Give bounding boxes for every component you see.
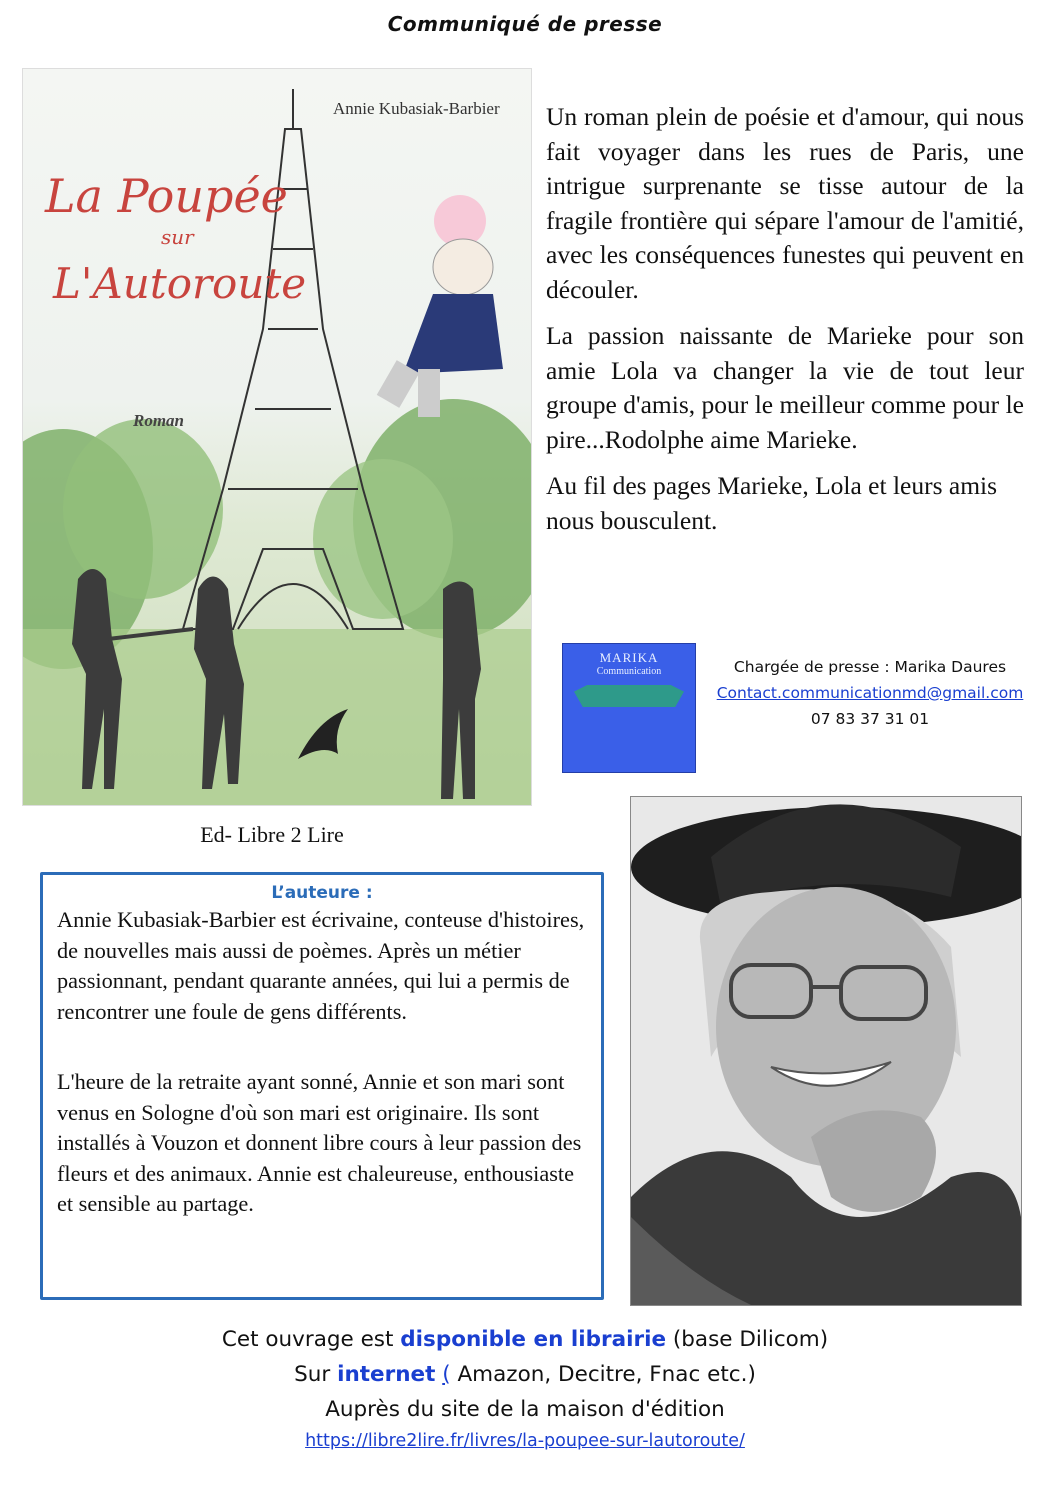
- doll-icon: [377, 195, 503, 417]
- contact-label: Chargée de presse : Marika Daures: [733, 658, 1007, 676]
- availability-highlight: disponible en librairie: [400, 1327, 667, 1352]
- contact-email-link[interactable]: Contact.communicationmd@gmail.com: [716, 684, 1024, 702]
- agency-name: MARIKA: [599, 650, 659, 665]
- publisher-caption: Ed- Libre 2 Lire: [200, 822, 344, 847]
- book-cover: [22, 68, 532, 806]
- availability-text: Cet ouvrage est: [221, 1327, 401, 1352]
- author-box: [40, 872, 604, 1300]
- press-contact: [700, 654, 1040, 732]
- availability-paren-link[interactable]: (: [442, 1362, 451, 1387]
- cover-genre: Roman: [133, 411, 185, 430]
- availability-text: (base Dilicom): [666, 1327, 829, 1352]
- availability-line-3: Auprès du site de la maison d'édition: [325, 1397, 725, 1422]
- cover-title-line1: La Poupée: [45, 169, 288, 223]
- cover-title-line3: L'Autoroute: [53, 259, 307, 308]
- availability-highlight: internet: [337, 1362, 436, 1387]
- agency-sub: Communication: [596, 666, 662, 677]
- availability-text: Sur: [294, 1362, 338, 1387]
- agency-logo: [562, 643, 696, 773]
- author-paragraph: Annie Kubasiak-Barbier est écrivaine, conteuse d'histoires, de nouvelles mais aussi de poèmes. Après un métier passionnant, pendant quarante années, qui lui a permis de rencontrer une foule de gens différents.: [57, 907, 585, 1024]
- cover-title-line2: sur: [161, 225, 194, 249]
- author-heading: L’auteure :: [271, 883, 373, 903]
- author-paragraph: L'heure de la retraite ayant sonné, Annie et son mari sont venus en Sologne d'où son mari est originaire. Ils sont installés à Vouzon et donnent libre cours à leur passion des fleurs et des animaux. Annie est chaleureuse, enthousiaste et sensible au partage.: [57, 1069, 582, 1216]
- contact-phone: 07 83 37 31 01: [810, 710, 930, 728]
- description-paragraph: Un roman plein de poésie et d'amour, qui nous fait voyager dans les rues de Paris, une intrigue surprenante se tisse autour de la fragile frontière qui sépare l'amour de l'amitié, avec les conséquences funestes qui peuvent en découler.: [546, 102, 1024, 304]
- availability-text: Amazon, Decitre, Fnac etc.): [450, 1362, 756, 1387]
- page-title: Communiqué de presse: [387, 12, 663, 36]
- description-paragraph: Au fil des pages Marieke, Lola et leurs amis nous bousculent.: [546, 471, 998, 535]
- publisher-url-link[interactable]: https://libre2lire.fr/livres/la-poupee-sur-lautoroute/: [305, 1431, 745, 1451]
- description-paragraph: La passion naissante de Marieke pour son amie Lola va changer la vie de tout leur groupe d'amis, pour le meilleur comme pour le pire...Rodolphe aime Marieke.: [546, 321, 1024, 454]
- author-photo: [630, 796, 1022, 1306]
- availability-footer: [0, 1322, 1050, 1455]
- book-description: [546, 100, 1024, 550]
- ribbon-icon: [574, 685, 684, 707]
- cover-author: Annie Kubasiak-Barbier: [333, 99, 500, 118]
- availability-line-1: [0, 1322, 1050, 1357]
- availability-line-2: [0, 1357, 1050, 1392]
